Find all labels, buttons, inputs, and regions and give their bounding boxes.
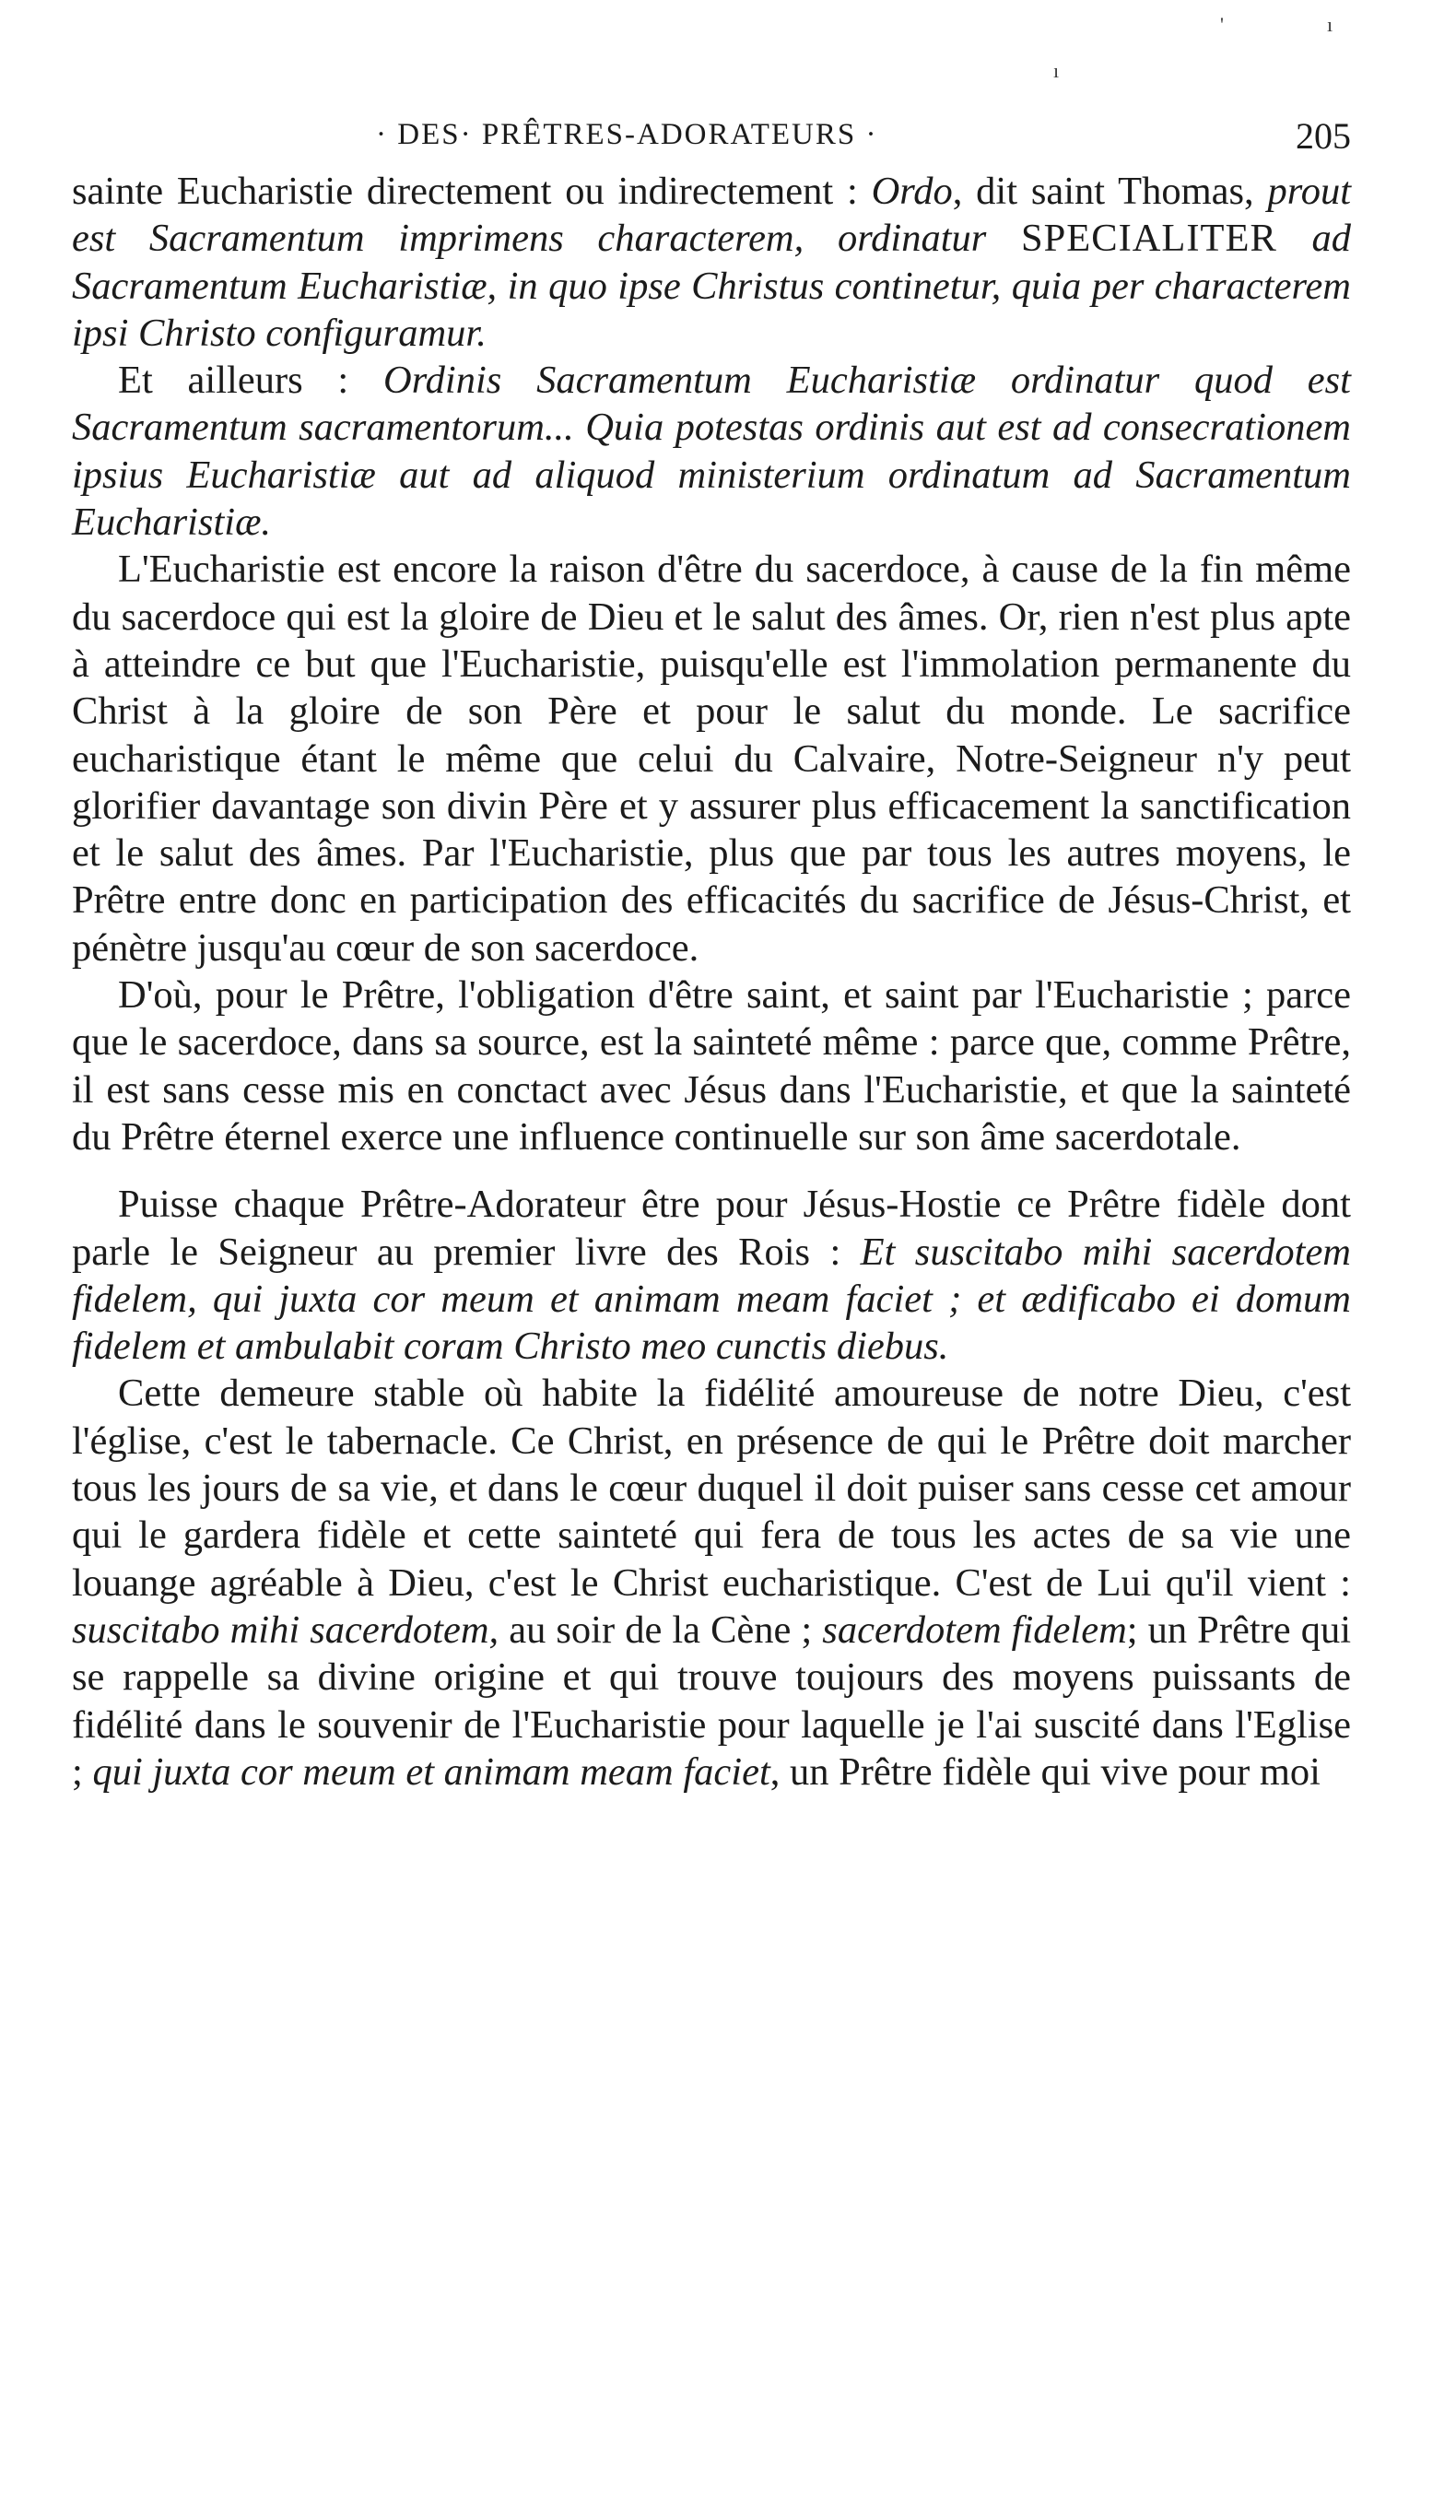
running-head bbox=[72, 115, 1351, 168]
text-run: Puisse chaque Prêtre-Adorateur être pour Jésus-Hostie ce Prêtre fidèle dont parle le Seigneur au premier livre des Rois : bbox=[72, 1183, 1351, 1274]
text-run: Et ailleurs : bbox=[118, 359, 384, 403]
paragraph-5 bbox=[72, 1181, 1351, 1370]
paragraph-4 bbox=[72, 971, 1351, 1160]
text-run: ; un Prêtre qui se rappelle sa divine origine et qui trouve toujours des moyens puissants de fidélité dans le souvenir de l'Eucharistie pour laquelle je l'ai suscité dans l'Eglise ; bbox=[72, 1607, 1352, 1794]
text-run: , un Prêtre fidèle qui vive pour moi bbox=[769, 1749, 1321, 1794]
italic-text: Et suscitabo mihi sacerdotem fidelem, qui juxta cor meum et animam meam faciet ; et ædificabo ei domum fidelem et ambulabit coram Christo meo cunctis diebus. bbox=[72, 1230, 1351, 1369]
italic-text: qui juxta cor meum et animam meam faciet bbox=[92, 1749, 770, 1794]
italic-text: sacerdotem fidelem bbox=[822, 1607, 1127, 1652]
body-text bbox=[72, 168, 1351, 1796]
running-title: · DES· PRÊTRES-ADORATEURS · bbox=[376, 118, 878, 151]
text-run: L'Eucharistie est encore la raison d'être du sacerdoce, à cause de la fin même du sacerdoce qui est la gloire de Dieu et le salut des âmes. Or, rien n'est plus apte à atteindre ce but que l'Eucharistie, puisqu'elle est l'immolation permanente du Christ à la gloire de son Père et pour le salut du monde. Le sacrifice eucharistique étant le même que celui du Calvaire, Notre-Seigneur n'y peut glorifier davantage son divin Père et y assurer plus efficacement la sanctification et le salut des âmes. Par l'Eucharistie, plus que par tous les autres moyens, le Prêtre entre donc en participation des efficacités du sacrifice de Jésus-Christ, et pénètre jusqu'au cœur de son sacerdoce. bbox=[72, 548, 1351, 970]
text-run: sainte Eucharistie directement ou indirectement : bbox=[72, 170, 872, 213]
scan-mark: ' bbox=[1220, 13, 1224, 36]
text-run: , dit saint Thomas, bbox=[952, 170, 1268, 213]
italic-text: prout est Sacramentum imprimens characterem, ordinatur bbox=[72, 170, 1352, 261]
text-run: Cette demeure stable où habite la fidélité amoureuse de notre Dieu, c'est l'église, c'est le tabernacle. Ce Christ, en présence de qui le Prêtre doit marcher tous les jours de sa vie, et dans le cœur duquel il doit puiser sans cesse cet amour qui le gardera fidèle et cette sainteté qui fera de tous les actes de sa vie une louange agréable à Dieu, c'est le Christ eucharistique. C'est de Lui qu'il vient : bbox=[72, 1372, 1351, 1605]
text-run: au soir de la Cène ; bbox=[499, 1607, 823, 1652]
italic-text: suscitabo mihi sacerdotem, bbox=[72, 1607, 499, 1652]
paragraph-2 bbox=[72, 357, 1351, 546]
paragraph-1 bbox=[72, 168, 1351, 357]
italic-text: ad Sacramentum Eucharistiæ, in quo ipse Christus continetur, quia per characterem ipsi Christo configuramur. bbox=[72, 217, 1351, 355]
scan-mark: ı bbox=[1327, 13, 1333, 36]
page-number: 205 bbox=[1296, 115, 1351, 157]
italic-text: Ordo bbox=[871, 170, 953, 213]
small-caps-text: SPECIALITER bbox=[986, 217, 1312, 261]
text-run: D'où, pour le Prêtre, l'obligation d'être saint, et saint par l'Eucharistie ; parce que le sacerdoce, dans sa source, est la sainteté même : parce que, comme Prêtre, il est sans cesse mis en conctact avec Jésus dans l'Eucharistie, et que la sainteté du Prêtre éternel exerce une influence continuelle sur son âme sacerdotale. bbox=[72, 973, 1351, 1159]
book-page bbox=[72, 115, 1352, 1796]
scan-mark: ı bbox=[1053, 59, 1060, 82]
paragraph-6 bbox=[72, 1370, 1351, 1796]
paragraph-3 bbox=[72, 546, 1351, 971]
italic-text: Ordinis Sacramentum Eucharistiæ ordinatur quod est Sacramentum sacramentorum... Quia potestas ordinis aut est ad consecrationem ipsius Eucharistiæ aut ad aliquod ministerium ordinatum ad Sacramentum Eucharistiæ. bbox=[72, 359, 1351, 545]
